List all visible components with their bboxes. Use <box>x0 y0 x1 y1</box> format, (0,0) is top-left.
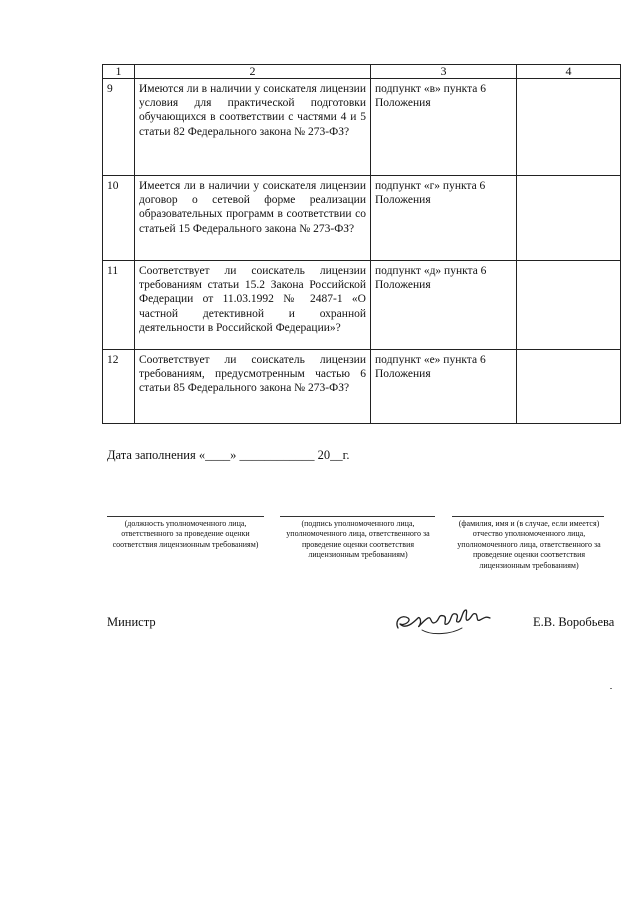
row-number: 10 <box>103 176 135 261</box>
row-reference: подпункт «в» пункта 6 Положения <box>371 79 517 176</box>
handwritten-signature <box>392 600 502 640</box>
row-note <box>517 79 621 176</box>
sign-signature-line <box>280 516 435 517</box>
fullname-signature-line <box>452 516 604 517</box>
table-row <box>103 176 621 261</box>
header-cell: 2 <box>135 65 371 79</box>
position-caption: (должность уполномоченного лица, ответственного за проведение оценки соответствия лицензионным требованиям) <box>112 519 259 549</box>
table-row <box>103 79 621 176</box>
header-cell: 1 <box>103 65 135 79</box>
row-question: Имеются ли в наличии у соискателя лицензии условия для практической подготовки обучающихся в соответствии с частями 4 и 5 статьи 82 Федерального закона № 273-ФЗ? <box>135 79 371 176</box>
row-question: Соответствует ли соискатель лицензии требованиям, предусмотренным частью 6 статьи 85 Федерального закона № 273-ФЗ? <box>135 350 371 424</box>
table-header-row <box>103 65 621 79</box>
row-number: 11 <box>103 261 135 350</box>
table-row <box>103 261 621 350</box>
checklist-table <box>102 64 621 424</box>
sign-caption: (подпись уполномоченного лица, уполномоченного лица, ответственного за проведение оценки соответствия лицензионным требованиям) <box>286 519 430 560</box>
row-number: 9 <box>103 79 135 176</box>
signer-position: Министр <box>107 615 156 629</box>
row-reference: подпункт «е» пункта 6 Положения <box>371 350 517 424</box>
table-row <box>103 350 621 424</box>
row-number: 12 <box>103 350 135 424</box>
row-note <box>517 176 621 261</box>
scan-mark <box>610 688 612 689</box>
fill-date-line: Дата заполнения «____» ____________ 20__г. <box>107 448 350 462</box>
row-reference: подпункт «г» пункта 6 Положения <box>371 176 517 261</box>
row-question: Соответствует ли соискатель лицензии требованиям статьи 15.2 Закона Российской Федерации от 11.03.1992 № 2487-1 «О частной детективной и охранной деятельности в Российской Федерации»? <box>135 261 371 350</box>
header-cell: 4 <box>517 65 621 79</box>
row-reference: подпункт «д» пункта 6 Положения <box>371 261 517 350</box>
signer-name: Е.В. Воробьева <box>533 615 615 629</box>
row-note <box>517 261 621 350</box>
header-cell: 3 <box>371 65 517 79</box>
row-note <box>517 350 621 424</box>
position-signature-line <box>107 516 264 517</box>
row-question: Имеется ли в наличии у соискателя лицензии договор о сетевой форме реализации образовательных программ в соответствии со статьей 15 Федерального закона № 273-ФЗ? <box>135 176 371 261</box>
fullname-caption: (фамилия, имя и (в случае, если имеется) отчество уполномоченного лица, уполномоченного лица, ответственного за проведение оценки соответствия лицензионным требованиям) <box>457 519 601 570</box>
